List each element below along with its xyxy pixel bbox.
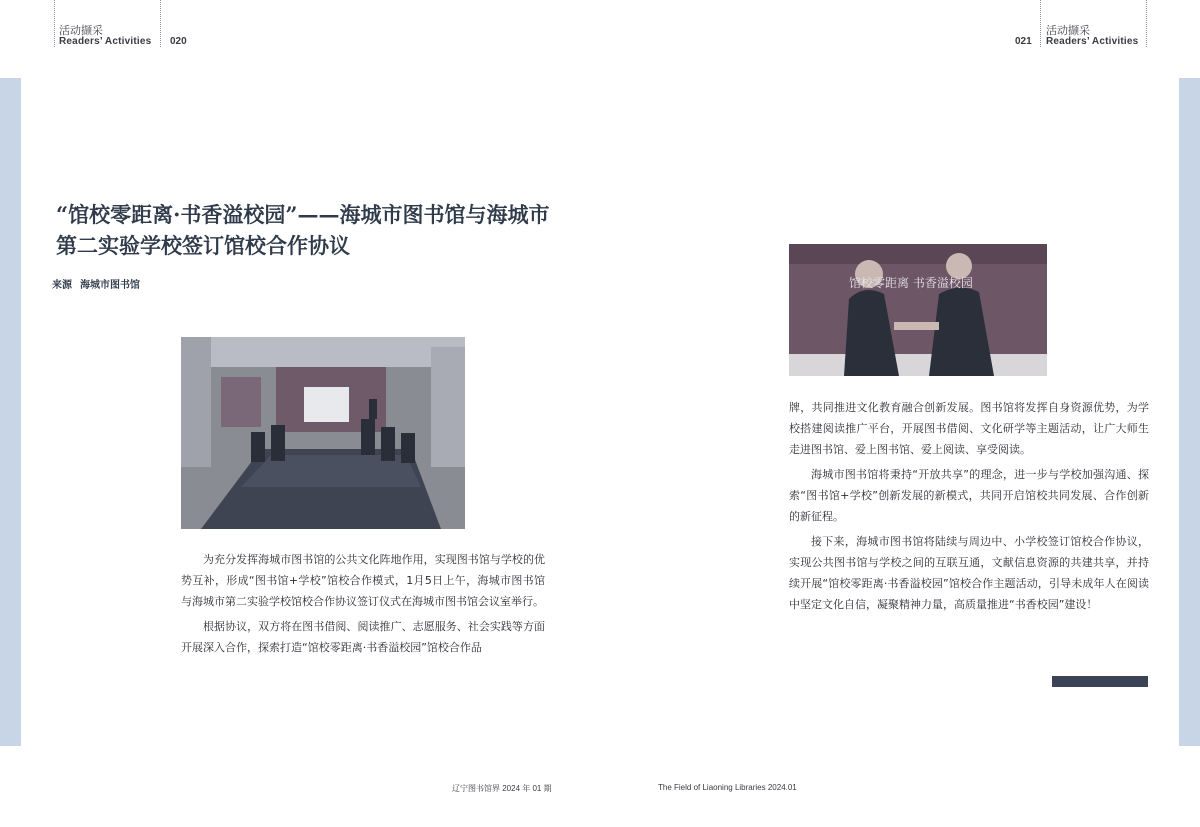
footer-left: 辽宁图书馆界 2024 年 01 期: [452, 784, 552, 793]
left-side-band: [0, 78, 21, 746]
photo-banner-text: 馆校零距离 书香溢校园: [849, 276, 973, 290]
category-en-left: Readers’ Activities: [59, 36, 152, 47]
article-title: “馆校零距离·书香溢校园”——海城市图书馆与海城市第二实验学校签订馆校合作协议: [56, 202, 550, 258]
meeting-room-illustration: [181, 337, 465, 529]
handshake-illustration: [789, 244, 1047, 376]
source-name: 海城市图书馆: [80, 280, 140, 291]
paragraph: 为充分发挥海城市图书馆的公共文化阵地作用，实现图书馆与学校的优势互补，形成“图书馆+学校”馆校合作模式，1月5日上午，海城市图书馆与海城市第二实验学校馆校合作协议签订仪式在海城市图书馆会议室举行。: [181, 553, 545, 608]
body-column-left: [181, 549, 545, 662]
article-source: [52, 276, 148, 291]
body-column-right: [789, 397, 1149, 619]
header-divider-left-2: [160, 0, 161, 47]
article-end-bar: [1052, 676, 1148, 687]
category-en-right: Readers’ Activities: [1046, 36, 1139, 47]
paragraph: 根据协议，双方将在图书借阅、阅读推广、志愿服务、社会实践等方面开展深入合作，探索打造“馆校零距离·书香溢校园”馆校合作品: [181, 620, 545, 654]
paragraph-continued: 牌，共同推进文化教育融合创新发展。图书馆将发挥自身资源优势，为学校搭建阅读推广平台，开展图书借阅、文化研学等主题活动，让广大师生走进图书馆、爱上图书馆、爱上阅读、享受阅读。: [789, 401, 1149, 456]
header-divider-right: [1040, 0, 1041, 47]
signing-handshake-photo: [789, 244, 1047, 376]
paragraph: 接下来，海城市图书馆将陆续与周边中、小学校签订馆校合作协议，实现公共图书馆与学校之间的互联互通，文献信息资源的共建共享，并持续开展“馆校零距离·书香溢校园”馆校合作主题活动，引导未成年人在阅读中坚定文化自信，凝聚精神力量，高质量推进“书香校园”建设！: [789, 535, 1149, 611]
header-divider-left: [54, 0, 55, 47]
right-side-band: [1179, 78, 1200, 746]
category-cn-left: 活动撷采: [59, 24, 103, 37]
page-number-right: 021: [1015, 36, 1032, 47]
footer-right: The Field of Liaoning Libraries 2024.01: [658, 783, 797, 792]
category-cn-right: 活动撷采: [1046, 24, 1090, 37]
paragraph: 海城市图书馆将秉持“开放共享”的理念，进一步与学校加强沟通、探索“图书馆+学校”创新发展的新模式，共同开启馆校共同发展、合作创新的新征程。: [789, 468, 1149, 523]
source-label: 来源: [52, 280, 72, 291]
meeting-room-photo: [181, 337, 465, 529]
header-divider-right-2: [1146, 0, 1147, 47]
page-number-left: 020: [170, 36, 187, 47]
